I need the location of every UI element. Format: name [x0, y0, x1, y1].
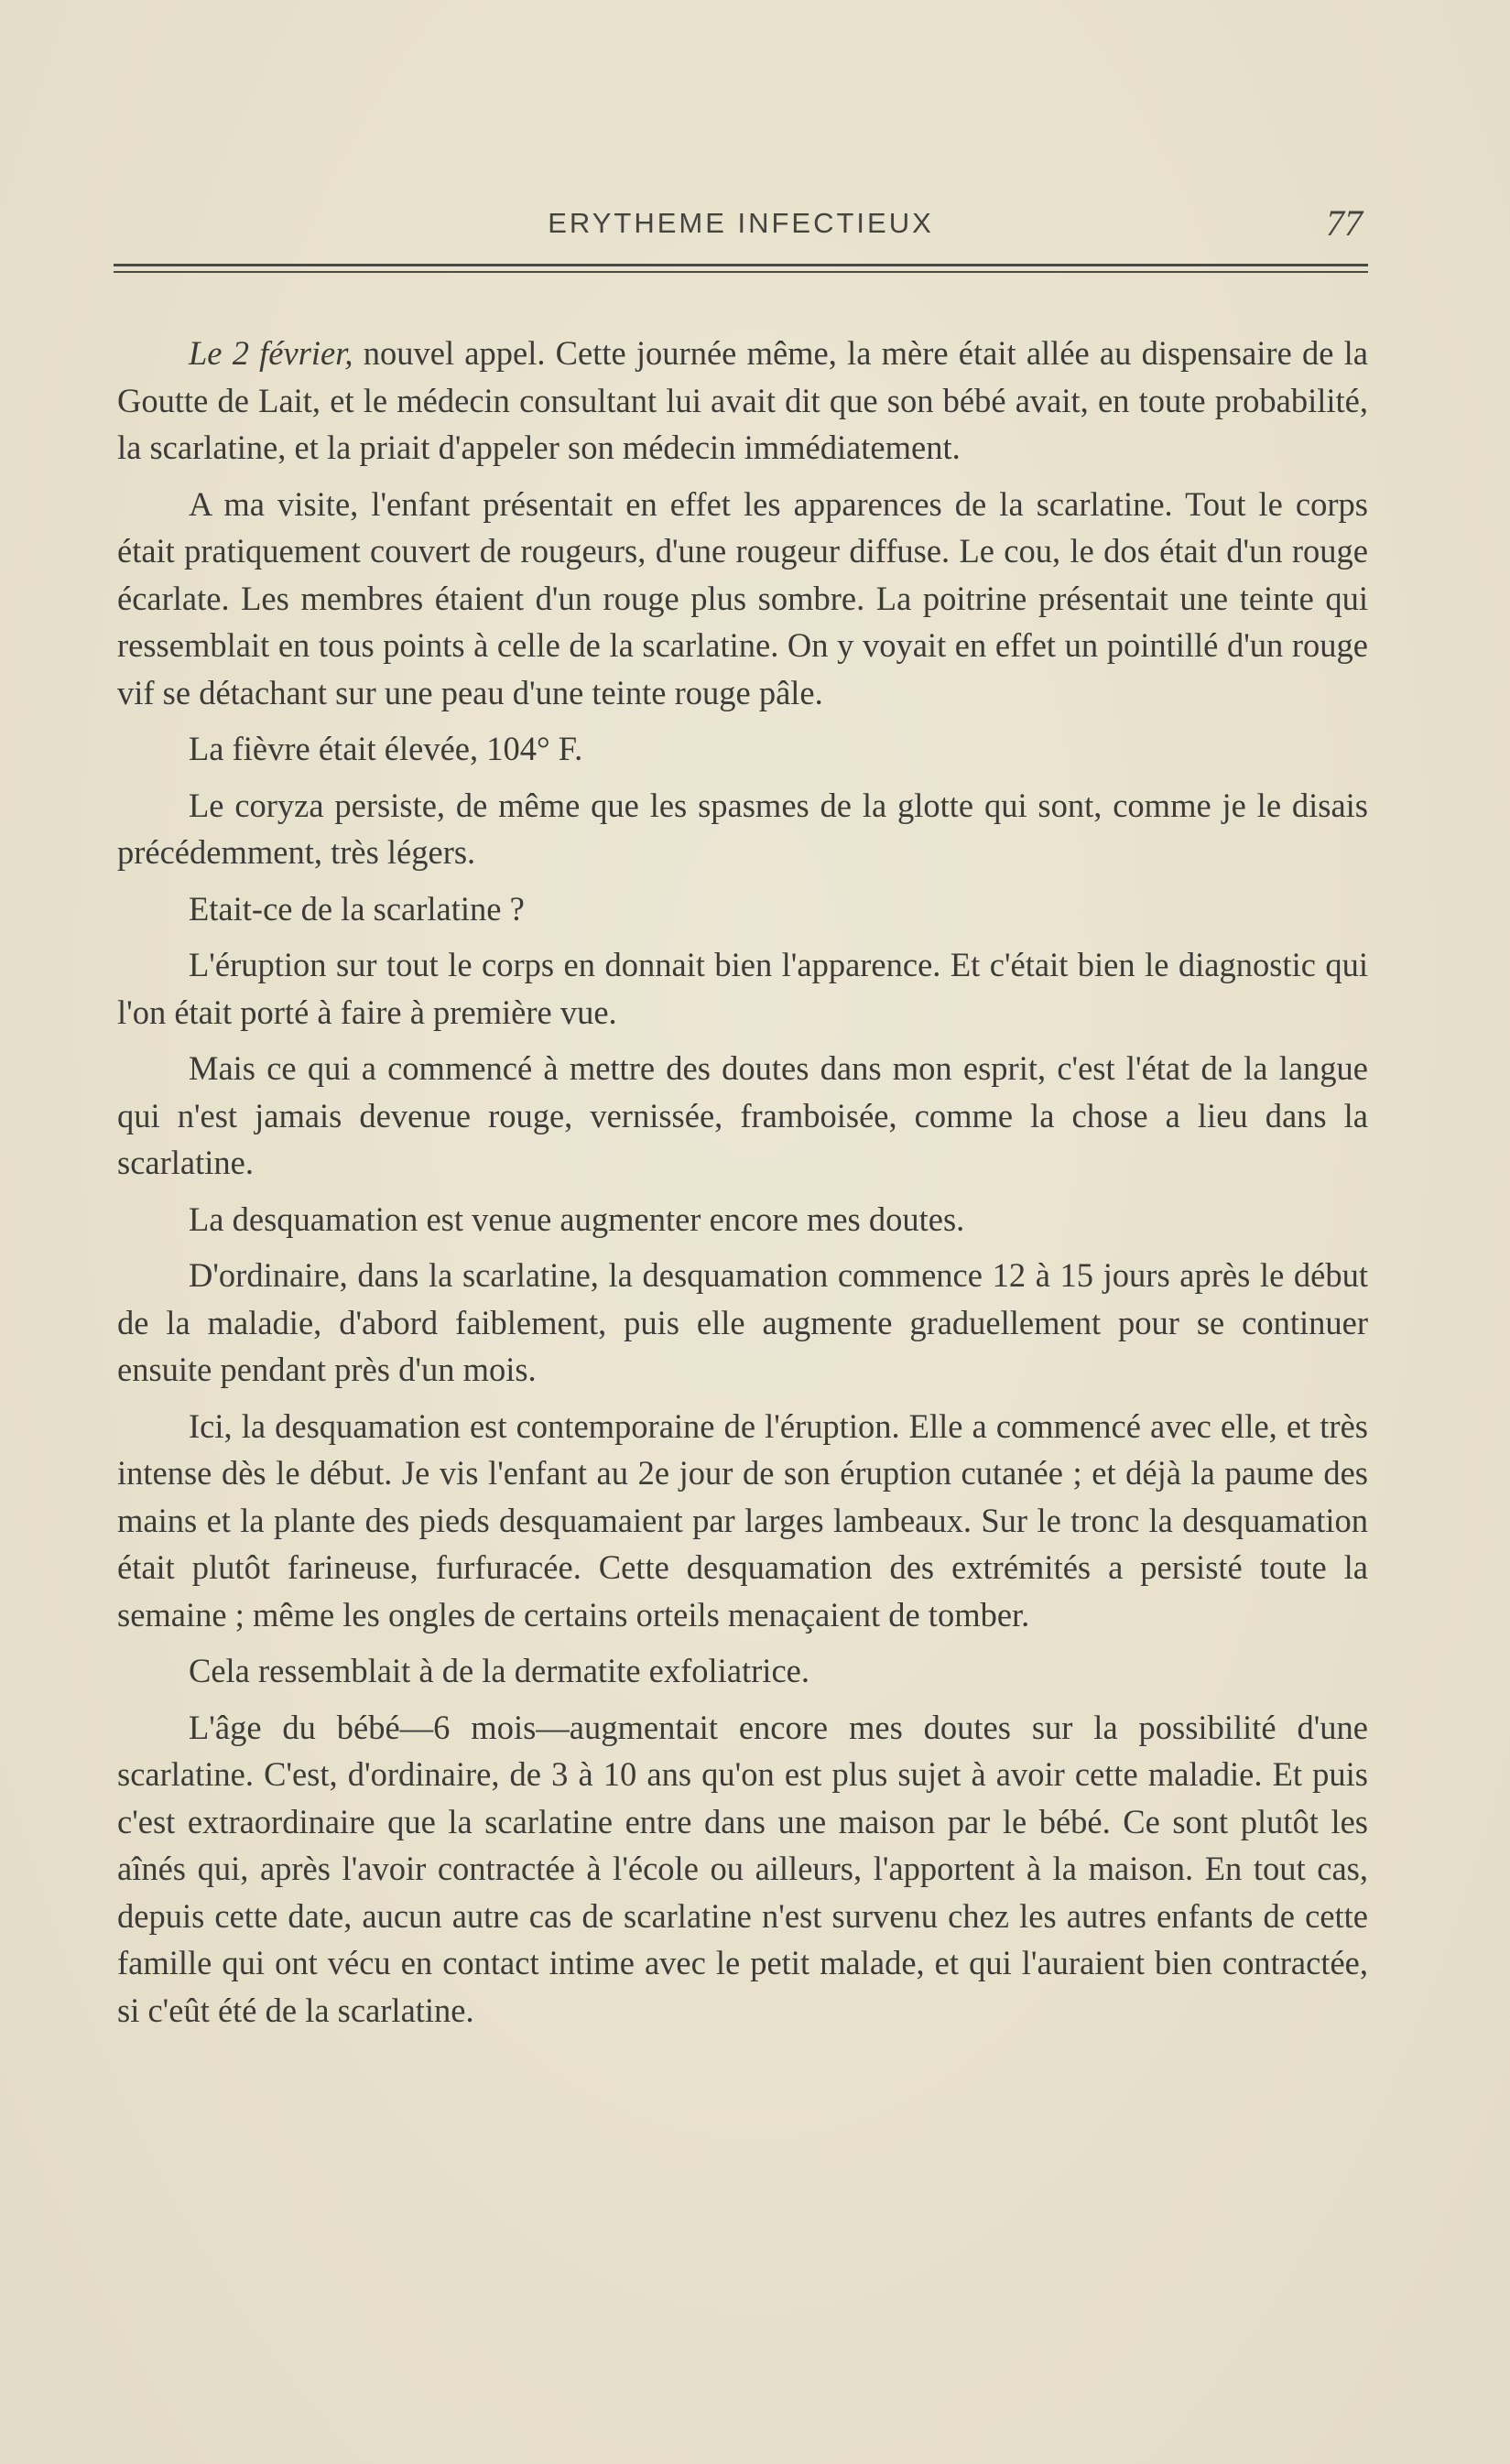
header-rule-bottom: [114, 271, 1368, 273]
paragraph: L'éruption sur tout le corps en donnait bien l'apparence. Et c'était bien le diagnostic qui l'on était porté à faire à première vue.: [117, 946, 1368, 1031]
paragraph: [117, 330, 1368, 472]
page-header: [114, 202, 1368, 253]
paragraph-lead-date: Le 2 février,: [189, 334, 353, 372]
header-rule-top: [114, 264, 1368, 266]
page-number: 77: [1326, 202, 1363, 244]
paragraph: Cela ressemblait à de la dermatite exfoliatrice.: [189, 1652, 809, 1689]
body-text: [117, 330, 1368, 2043]
paragraph: Mais ce qui a commencé à mettre des doutes dans mon esprit, c'est l'état de la langue qui n'est jamais devenue rouge, vernissée, framboisée, comme la chose a lieu dans la scarlatine.: [117, 1049, 1368, 1181]
paragraph: D'ordinaire, dans la scarlatine, la desquamation commence 12 à 15 jours après le début de la maladie, d'abord faiblement, puis elle augmente graduellement pour se continuer ensuite pendant près d'un mois.: [117, 1256, 1368, 1388]
paragraph: Le coryza persiste, de même que les spasmes de la glotte qui sont, comme je le disais précédemment, très légers.: [117, 786, 1368, 871]
paragraph: A ma visite, l'enfant présentait en effet les apparences de la scarlatine. Tout le corps était pratiquement couvert de rougeurs, d'une rougeur diffuse. Le cou, le dos était d'un rouge écarlate. Les membres étaient d'un rouge plus sombre. La poitrine présentait une teinte qui ressemblait en tous points à celle de la scarlatine. On y voyait en effet un pointillé d'un rouge vif se détachant sur une peau d'une teinte rouge pâle.: [117, 484, 1368, 711]
running-head: ERYTHEME INFECTIEUX: [548, 207, 934, 239]
paragraph: La desquamation est venue augmenter encore mes doutes.: [189, 1199, 965, 1238]
header-rule: [114, 264, 1368, 275]
paragraph: L'âge du bébé—6 mois—augmentait encore mes doutes sur la possibilité d'une scarlatine. C'est, d'ordinaire, de 3 à 10 ans qu'on est plus sujet à avoir cette maladie. Et puis c'est extraordinaire que la scarlatine entre dans une maison par le bébé. Ce sont plutôt les aînés qui, après l'avoir contractée à l'école ou ailleurs, l'apportent à la maison. En tout cas, depuis cette date, aucun autre cas de scarlatine n'est survenu chez les autres enfants de cette famille qui ont vécu en contact intime avec le petit malade, et qui l'auraient bien contractée, si c'eût été de la scarlatine.: [117, 1708, 1368, 2029]
paragraph: Ici, la desquamation est contemporaine de l'éruption. Elle a commencé avec elle, et très intense dès le début. Je vis l'enfant au 2e jour de son éruption cutanée ; et déjà la paume des mains et la plante des pieds desquamaient par larges lambeaux. Sur le tronc la desquamation était plutôt farineuse, furfuracée. Cette desquamation des extrémités a persisté toute la semaine ; même les ongles de certains orteils menaçaient de tomber.: [117, 1406, 1368, 1634]
paragraph: La fièvre était élevée, 104° F.: [189, 730, 583, 767]
paragraph: Etait-ce de la scarlatine ?: [189, 889, 525, 928]
paragraph-text: nouvel appel. Cette journée même, la mère était allée au dispensaire de la Goutte de Lait, et le médecin consultant lui avait dit que son bébé avait, en toute probabilité, la scarlatine, et la priait d'appeler son médecin immédiatement.: [117, 334, 1368, 466]
